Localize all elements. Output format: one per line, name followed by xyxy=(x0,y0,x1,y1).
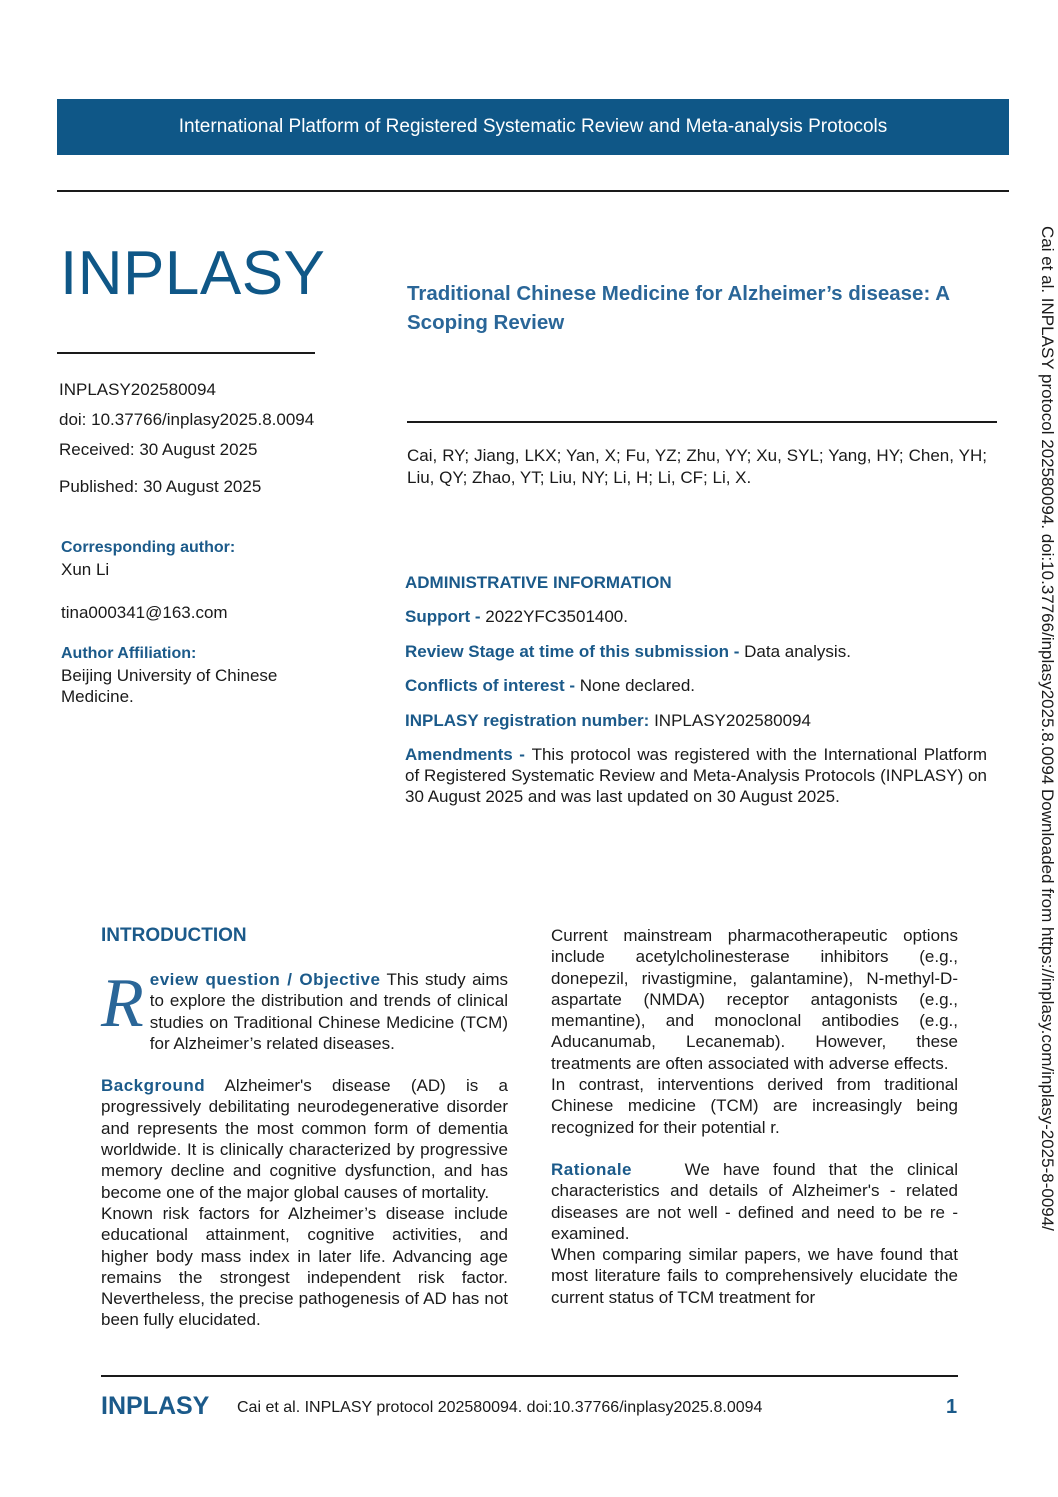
protocol-id: INPLASY202580094 xyxy=(59,380,216,399)
stage-label: Review Stage at time of this submission - xyxy=(405,642,745,661)
inplasy-logo: INPLASY xyxy=(60,239,326,308)
admin-amendments xyxy=(405,744,987,807)
background-paragraph xyxy=(101,1075,508,1203)
tcm-paragraph: In contrast, interventions derived from traditional Chinese medicine (TCM) are increasingly being recognized for their potential r. xyxy=(551,1075,958,1137)
admin-conflicts xyxy=(405,675,987,696)
affiliation-text: Beijing University of Chinese Medicine. xyxy=(61,666,278,706)
treatment-paragraph: Current mainstream pharmacotherapeutic options include acetylcholinesterase inhibitors (e.g., donepezil, rivastigmine, galantamine), N-methyl-D-aspartate (NMDA) receptor antagonists (e.g., memantine), and monoclonal antibodies (e.g., Aducanumab, Lecanemab). However, these treatments are often associated with adverse effects. xyxy=(551,926,958,1073)
corresponding-author-email[interactable]: tina000341@163.com xyxy=(61,603,228,622)
rationale-label: Rationale xyxy=(551,1159,633,1179)
stage-value: Data analysis. xyxy=(744,642,851,661)
admin-stage xyxy=(405,641,987,662)
registration-label: INPLASY registration number: xyxy=(405,711,655,730)
background-paragraph-2: Known risk factors for Alzheimer’s disease include educational attainment, cognitive activities, and higher body mass index in later life. Advancing age remains the strongest independent risk factor. Nevertheless, the precise pathogenesis of AD has not been fully elucidated. xyxy=(101,1203,508,1330)
background-label: Background xyxy=(101,1076,206,1096)
corresponding-author-label: Corresponding author: xyxy=(61,539,236,556)
paper-title: Traditional Chinese Medicine for Alzheimer’s disease: A Scoping Review xyxy=(407,282,950,334)
background-text: Alzheimer's disease (AD) is a progressively debilitating neurodegenerative disorder and represents the most common form of dementia worldwide. It is clinically characterized by progressive memory decline and cognitive dysfunction, and has become one of the major global causes of mortality. xyxy=(101,1076,508,1202)
review-question-text: This study aims to explore the distribution and trends of clinical studies on Traditional Chinese Medicine (TCM) for Alzheimer’s related diseases. xyxy=(149,970,508,1053)
admin-heading-text: ADMINISTRATIVE INFORMATION xyxy=(405,573,672,592)
page-number: 1 xyxy=(946,1396,958,1418)
affiliation-label: Author Affiliation: xyxy=(61,645,197,662)
support-value: 2022YFC3501400. xyxy=(485,607,628,626)
conflicts-label: Conflicts of interest - xyxy=(405,676,580,695)
intro-right-column xyxy=(551,925,963,1308)
header-rule xyxy=(57,190,1009,192)
author-list: Cai, RY; Jiang, LKX; Yan, X; Fu, YZ; Zhu, YY; Xu, SYL; Yang, HY; Chen, YH; Liu, QY; Zhao, YT; Liu, NY; Li, H; Li, CF; Li, X. xyxy=(407,446,987,487)
footer-citation: Cai et al. INPLASY protocol 202580094. doi:10.37766/inplasy2025.8.0094 xyxy=(237,1399,763,1416)
doi[interactable]: doi: 10.37766/inplasy2025.8.0094 xyxy=(59,410,315,429)
support-label: Support - xyxy=(405,607,486,626)
conflicts-value: None declared. xyxy=(579,676,696,695)
rationale-paragraph-2: When comparing similar papers, we have found that most literature fails to comprehensively elucidate the current status of TCM treatment for xyxy=(551,1245,958,1307)
received-date: Received: 30 August 2025 xyxy=(59,440,258,459)
drop-cap: R xyxy=(101,965,144,1042)
review-question-label: eview question / Objective xyxy=(149,970,381,989)
title-rule xyxy=(407,421,997,423)
amendments-label: Amendments - xyxy=(405,745,532,764)
admin-support xyxy=(405,606,987,627)
logo-rule xyxy=(57,352,315,354)
admin-registration xyxy=(405,710,987,731)
vertical-download-note: Cai et al. INPLASY protocol 202580094. doi:10.37766/inplasy2025.8.0094 Downloaded from https://inplasy.com/inplasy-2025-8-0094/ xyxy=(1038,226,1057,1231)
published-date: Published: 30 August 2025 xyxy=(59,477,262,496)
footer-inplasy-logo: INPLASY xyxy=(101,1392,210,1420)
rationale-text: We have found that the clinical characteristics and details of Alzheimer's - related diseases are not well - defined and need to be re - examined. xyxy=(551,1159,963,1243)
intro-left-column xyxy=(101,965,508,1331)
amendments-value: This protocol was registered with the International Platform of Registered Systematic Review and Meta-Analysis Protocols (INPLASY) on 30 August 2025 and was last updated on 30 August 2025. xyxy=(405,745,987,806)
corresponding-author-name: Xun Li xyxy=(61,560,110,579)
introduction-heading: INTRODUCTION xyxy=(101,925,247,946)
admin-heading xyxy=(405,572,987,593)
header-banner: International Platform of Registered Systematic Review and Meta-analysis Protocols xyxy=(57,99,1009,155)
footer-rule xyxy=(101,1375,958,1377)
review-question-paragraph xyxy=(101,965,508,1054)
rationale-paragraph xyxy=(551,1159,963,1244)
registration-value: INPLASY202580094 xyxy=(654,711,811,730)
